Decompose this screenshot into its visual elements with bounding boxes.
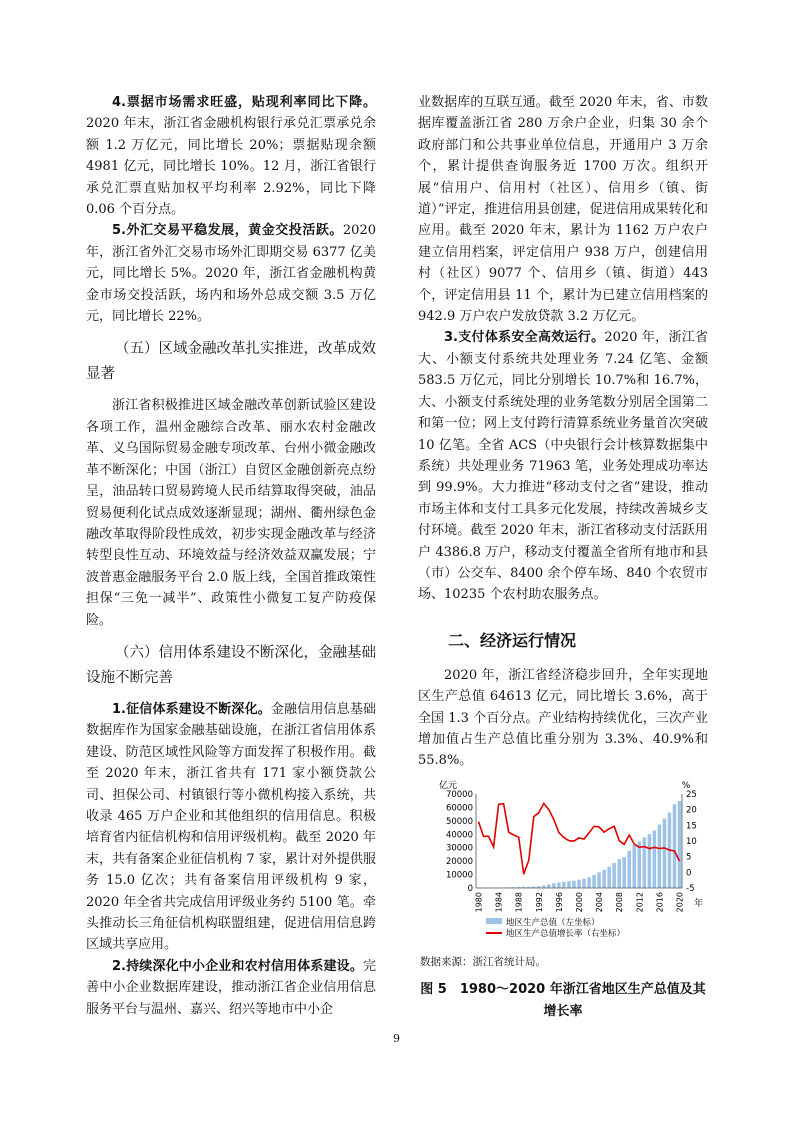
x-tick-label: 2020 bbox=[675, 891, 685, 913]
gdp-bar bbox=[633, 844, 637, 887]
x-tick-label: 2016 bbox=[655, 891, 665, 913]
right-column bbox=[418, 92, 708, 1023]
paragraph-payment-system: 3.支付体系安全高效运行。2020 年，浙江省大、小额支付系统共处理业务 7.24 亿笔、金额 583.5 万亿元，同比分别增长 10.7%和 16.7%，大、小额支付系统处理的业务笔数分别居全国第二和第一位；网上支付跨行清算系统业务量首次突破 10 亿笔。全省 ACS（中央银行会计核算数据集中系统）共处理业务 71963 笔，业务处理成功率达到 99.9%。大力推进“移动支付之省”建设，推动市场主体和支付工具多元化发展，持续改善城乡支付环境。截至 2020 年末，浙江省移动支付活跃用户 4386.8 万户，移动支付覆盖全省所有地市和县（市）公交车、8400 余个停车场、840 个农贸市场、10235 个农村助农服务点。 bbox=[418, 330, 709, 603]
data-source: 数据来源：浙江省统计局。 bbox=[420, 955, 546, 968]
gdp-bar bbox=[592, 875, 596, 888]
legend-label-line: 地区生产总值增长率（右坐标） bbox=[506, 928, 626, 939]
heading-sme-credit: 2.持续深化中小企业和农村信用体系建设。 bbox=[112, 958, 363, 974]
y-right-tick-label: 5 bbox=[686, 852, 692, 863]
x-tick-label: 1988 bbox=[514, 891, 524, 913]
gdp-bar bbox=[567, 881, 571, 888]
gdp-bar bbox=[663, 818, 667, 888]
gdp-bar bbox=[547, 884, 551, 888]
y-left-tick-label: 40000 bbox=[445, 830, 473, 841]
paragraph-credit-reporting: 1.征信体系建设不断深化。金融信用信息基础数据库作为国家金融基础设施，在浙江省信用体系建设、防范区域性风险等方面发挥了积极作用。截至 2020 年末，浙江省共有 171 家小额贷款公司、担保公司、村镇银行等小微机构接入系统，共收录 465 万户企业和其他组织的信用信息。积极培育省内征信机构和信用评级机构。截至 2020 年末，共有备案企业征信机构 7 家，累计对外提供服务 15.0 亿次；共有备案信用评级机构 9 家，2020 年全省共完成信用评级业务约 5100 笔。牵头推动长三角征信机构联盟组建，促进信用信息跨区域共享应用。 bbox=[86, 701, 376, 953]
gdp-bar bbox=[653, 830, 657, 888]
y-right-tick-label: 0 bbox=[686, 868, 692, 879]
heading-bill-market: 4.票据市场需求旺盛，贴现利率同比下降。 bbox=[112, 95, 376, 110]
x-tick-label: 2000 bbox=[575, 891, 584, 913]
page-number: 9 bbox=[393, 1032, 400, 1045]
gdp-bar bbox=[607, 867, 611, 888]
y-right-tick-label: 25 bbox=[686, 789, 697, 800]
y-right-tick-label: -5 bbox=[686, 883, 695, 894]
x-tick-label: 1996 bbox=[554, 891, 564, 913]
y-left-tick-label: 0 bbox=[467, 883, 473, 894]
gdp-bar bbox=[572, 880, 576, 887]
gdp-bar bbox=[562, 881, 566, 887]
gdp-bar bbox=[638, 841, 642, 888]
gdp-bar bbox=[602, 870, 606, 888]
legend-swatch-bar bbox=[486, 918, 502, 924]
y-left-tick-label: 20000 bbox=[445, 856, 473, 867]
x-tick-label: 2004 bbox=[595, 891, 605, 913]
paragraph-forex-gold: 5.外汇交易平稳发展，黄金交投活跃。2020 年，浙江省外汇交易市场外汇即期交易 6377 亿美元，同比增长 5%。2020 年，浙江省金融机构黄金市场交投活跃，场内和场外总成交额 3.5 万亿元，同比增长 22%。 bbox=[86, 223, 376, 325]
left-column bbox=[86, 92, 376, 1020]
y-left-tick-label: 30000 bbox=[445, 843, 473, 854]
heading-forex-gold: 5.外汇交易平稳发展，黄金交投活跃。 bbox=[112, 223, 343, 239]
y-right-tick-label: 10 bbox=[686, 836, 697, 847]
y-left-tick-label: 60000 bbox=[445, 803, 473, 814]
gdp-bar bbox=[587, 877, 591, 888]
paragraph-sme-credit: 2.持续深化中小企业和农村信用体系建设。完善中小企业数据库建设，推动浙江省企业信用信息服务平台与温州、嘉兴、绍兴等地市中小企 bbox=[86, 958, 376, 1017]
x-tick-label: 2012 bbox=[635, 891, 645, 913]
gdp-bar bbox=[658, 824, 662, 887]
gdp-bar bbox=[622, 857, 626, 888]
gdp-bar bbox=[673, 804, 677, 888]
gdp-chart bbox=[418, 778, 708, 948]
x-tick-label: 1980 bbox=[474, 891, 484, 913]
x-end-label: 年 bbox=[694, 898, 704, 909]
figure-caption: 图 5 1980～2020 年浙江省地区生产总值及其增长率 bbox=[420, 981, 706, 1019]
gdp-bar bbox=[678, 801, 682, 888]
legend bbox=[486, 917, 625, 939]
x-tick-label: 2008 bbox=[615, 891, 625, 913]
gdp-bar bbox=[582, 879, 586, 888]
section-heading-economy: 二、经济运行情况 bbox=[448, 630, 577, 650]
gdp-bar bbox=[648, 834, 652, 888]
y-left-tick-label: 10000 bbox=[445, 870, 473, 881]
section-heading-6: （六）信用体系建设不断深化，金融基础设施不断完善 bbox=[86, 644, 376, 686]
right-unit-label: % bbox=[681, 780, 691, 791]
y-right-tick-label: 15 bbox=[686, 821, 697, 832]
gdp-bar bbox=[597, 872, 601, 888]
gdp-bar bbox=[627, 851, 631, 888]
paragraph-sme-credit-cont: 业数据库的互联互通。截至 2020 年末，省、市数据库覆盖浙江省 280 万余户企业，归集 30 余个政府部门和公共事业单位信息，开通用户 3 万余个，累计提供查询服务近 1700 万次。组织开展“信用户、信用村（社区）、信用乡（镇、街道）”评定，推进信用县创建，促进信用成果转化和应用。截至 2020 年末，累计为 1162 万户农户建立信用档案，评定信用户 938 万户，创建信用村（社区）9077 个、信用乡（镇、街道）443 个，评定信用县 11 个，累计为已建立信用档案的 942.9 万户农户发放贷款 3.2 万亿元。 bbox=[418, 95, 708, 325]
gdp-bar bbox=[612, 863, 616, 888]
legend-label-bar: 地区生产总值（左坐标） bbox=[506, 917, 600, 928]
y-right-tick-label: 20 bbox=[686, 805, 697, 816]
gdp-bar bbox=[552, 883, 556, 888]
gdp-bar bbox=[617, 859, 621, 888]
x-tick-label: 1992 bbox=[534, 891, 544, 913]
paragraph-economy: 2020 年，浙江省经济稳步回升，全年实现地区生产总值 64613 亿元，同比增长 3.6%，高于全国 1.3 个百分点。产业结构持续优化，三次产业增加值占生产总值比重分别为 3.3%、40.9%和 55.8%。 bbox=[418, 667, 708, 769]
paragraph-bill-market: 4.票据市场需求旺盛，贴现利率同比下降。2020 年末，浙江省金融机构银行承兑汇票承兑余额 1.2 万亿元，同比增长 20%；票据贴现余额 4981 亿元，同比增长 10%。12 月，浙江省银行承兑汇票直贴加权平均利率 2.92%，同比下降 0.06 个百分点。 bbox=[86, 95, 376, 218]
y-left-tick-label: 50000 bbox=[445, 816, 473, 827]
gdp-bar bbox=[557, 882, 561, 888]
paragraph-regional-reform: 浙江省积极推进区域金融改革创新试验区建设各项工作，温州金融综合改革、丽水农村金融改革、义乌国际贸易金融专项改革、台州小微金融改革不断深化；中国（浙江）自贸区金融创新亮点纷呈，油品转口贸易跨境人民币结算取得突破，油品贸易便利化试点成效逐渐显现；湖州、衢州绿色金融改革取得阶段性成效，初步实现金融改革与经济转型良性互动、环境效益与经济效益双赢发展；宁波普惠金融服务平台 2.0 版上线，全国首推政策性担保“三免一减半”、政策性小微复工复产防疫保险。 bbox=[86, 398, 376, 628]
gdp-bar bbox=[643, 837, 647, 888]
section-heading-5: （五）区域金融改革扎实推进，改革成效显著 bbox=[86, 341, 376, 383]
heading-credit-reporting: 1.征信体系建设不断深化。 bbox=[112, 701, 271, 717]
gdp-bar bbox=[577, 880, 581, 888]
heading-payment-system: 3.支付体系安全高效运行。 bbox=[444, 330, 605, 346]
left-unit-label: 亿元 bbox=[438, 780, 458, 791]
x-tick-label: 1984 bbox=[494, 891, 504, 913]
y-left-tick-label: 70000 bbox=[445, 789, 473, 800]
